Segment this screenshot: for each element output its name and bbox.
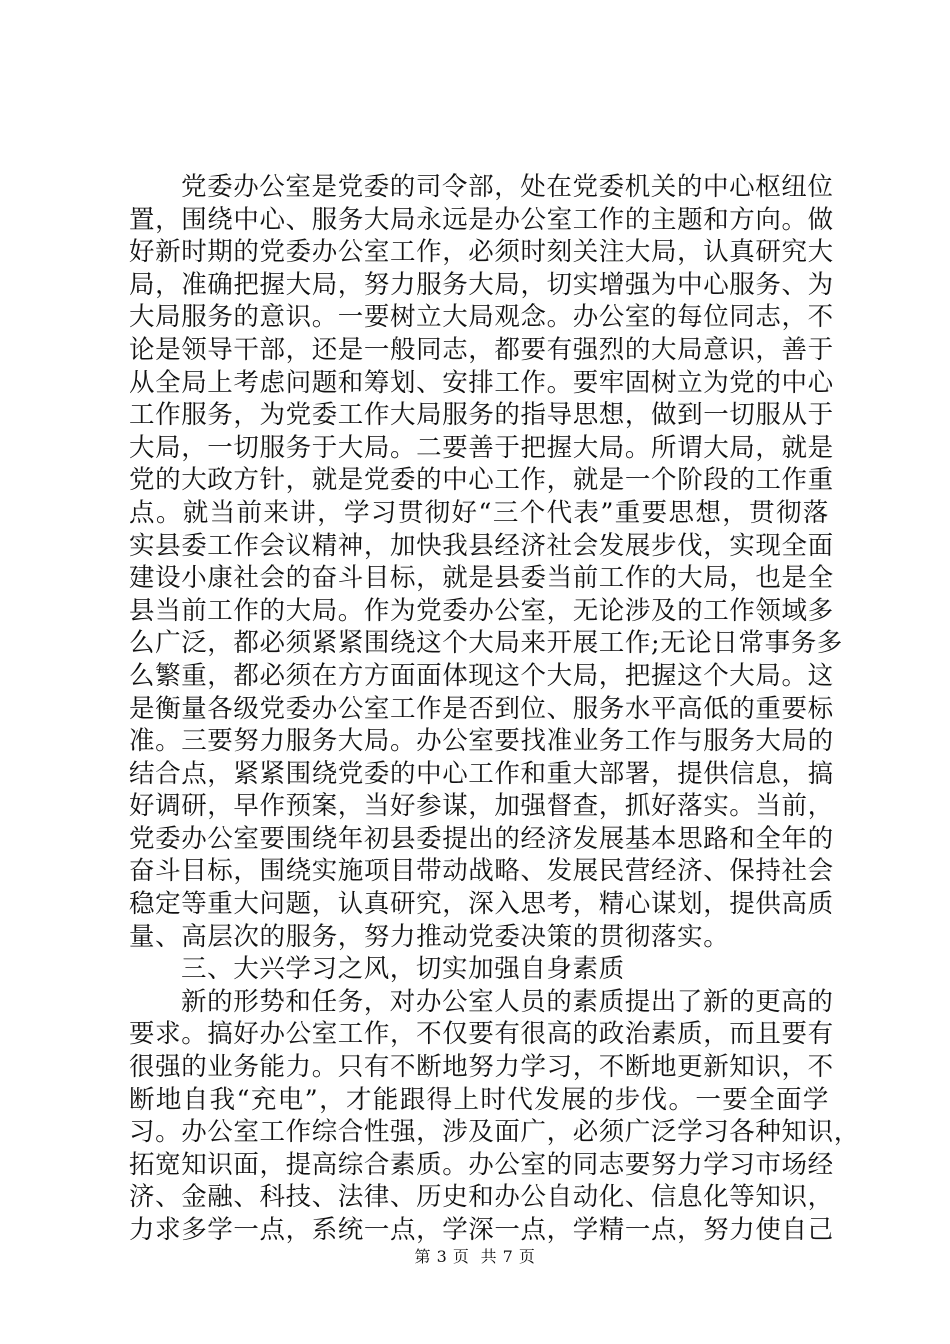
page-footer	[0, 1244, 950, 1267]
paragraph-line: 置，围绕中心、服务大局永远是办公室工作的主题和方向。做	[129, 204, 834, 235]
paragraph-line: 要求。搞好办公室工作，不仅要有很高的政治素质，而且要有	[129, 1019, 834, 1050]
paragraph-line: 从全局上考虑问题和筹划、安排工作。要牢固树立为党的中心	[129, 367, 834, 398]
paragraph-line: 拓宽知识面，提高综合素质。办公室的同志要努力学习市场经	[129, 1149, 834, 1180]
paragraph-line: 好新时期的党委办公室工作，必须时刻关注大局，认真研究大	[129, 237, 834, 268]
paragraph-line: 是衡量各级党委办公室工作是否到位、服务水平高低的重要标	[129, 693, 834, 724]
paragraph-line: 新的形势和任务，对办公室人员的素质提出了新的更高的	[181, 986, 834, 1017]
paragraph-line: 结合点，紧紧围绕党委的中心工作和重大部署，提供信息，搞	[129, 758, 834, 789]
paragraph-line: 论是领导干部，还是一般同志，都要有强烈的大局意识，善于	[129, 334, 834, 365]
paragraph-line: 大局，一切服务于大局。二要善于把握大局。所谓大局，就是	[129, 432, 834, 463]
paragraph-line: 党委办公室要围绕年初县委提出的经济发展基本思路和全年的	[129, 823, 834, 854]
paragraph-line: 稳定等重大问题，认真研究，深入思考，精心谋划，提供高质	[129, 889, 834, 920]
paragraph-line: 么广泛，都必须紧紧围绕这个大局来开展工作;无论日常事务多	[129, 628, 843, 659]
page-number: 第 3 页 共 7 页	[414, 1247, 536, 1266]
paragraph-line: 点。就当前来讲，学习贯彻好“三个代表”重要思想，贯彻落	[129, 497, 829, 528]
section-heading: 三、大兴学习之风，切实加强自身素质	[181, 954, 625, 985]
paragraph-line: 济、金融、科技、法律、历史和办公自动化、信息化等知识，	[129, 1182, 834, 1213]
body-text	[129, 171, 860, 1247]
paragraph-line: 么繁重，都必须在方方面面体现这个大局，把握这个大局。这	[129, 660, 834, 691]
paragraph-line: 力求多学一点，系统一点，学深一点，学精一点，努力使自己	[129, 1215, 834, 1245]
paragraph-line: 量、高层次的服务，努力推动党委决策的贯彻落实。	[129, 921, 730, 952]
paragraph-line: 党的大政方针，就是党委的中心工作，就是一个阶段的工作重	[129, 465, 834, 496]
paragraph-line: 准。三要努力服务大局。办公室要找准业务工作与服务大局的	[129, 726, 834, 757]
paragraph-line: 县当前工作的大局。作为党委办公室，无论涉及的工作领域多	[129, 595, 834, 626]
paragraph-line: 工作服务，为党委工作大局服务的指导思想，做到一切服从于	[129, 400, 834, 431]
paragraph-line: 实县委工作会议精神，加快我县经济社会发展步伐，实现全面	[129, 530, 834, 561]
paragraph-line: 很强的业务能力。只有不断地努力学习，不断地更新知识，不	[129, 1052, 834, 1083]
paragraph-line: 断地自我“充电”，才能跟得上时代发展的步伐。一要全面学	[129, 1084, 829, 1115]
paragraph-line: 大局服务的意识。一要树立大局观念。办公室的每位同志，不	[129, 302, 834, 333]
paragraph-line: 好调研，早作预案，当好参谋，加强督查，抓好落实。当前，	[129, 791, 834, 822]
paragraph-line: 奋斗目标，围绕实施项目带动战略、发展民营经济、保持社会	[129, 856, 834, 887]
paragraph-line: 党委办公室是党委的司令部，处在党委机关的中心枢纽位	[181, 172, 834, 202]
paragraph-line: 习。办公室工作综合性强，涉及面广，必须广泛学习各种知识，	[129, 1117, 860, 1148]
paragraph-line: 局，准确把握大局，努力服务大局，切实增强为中心服务、为	[129, 269, 834, 300]
paragraph-line: 建设小康社会的奋斗目标，就是县委当前工作的大局，也是全	[129, 563, 834, 594]
